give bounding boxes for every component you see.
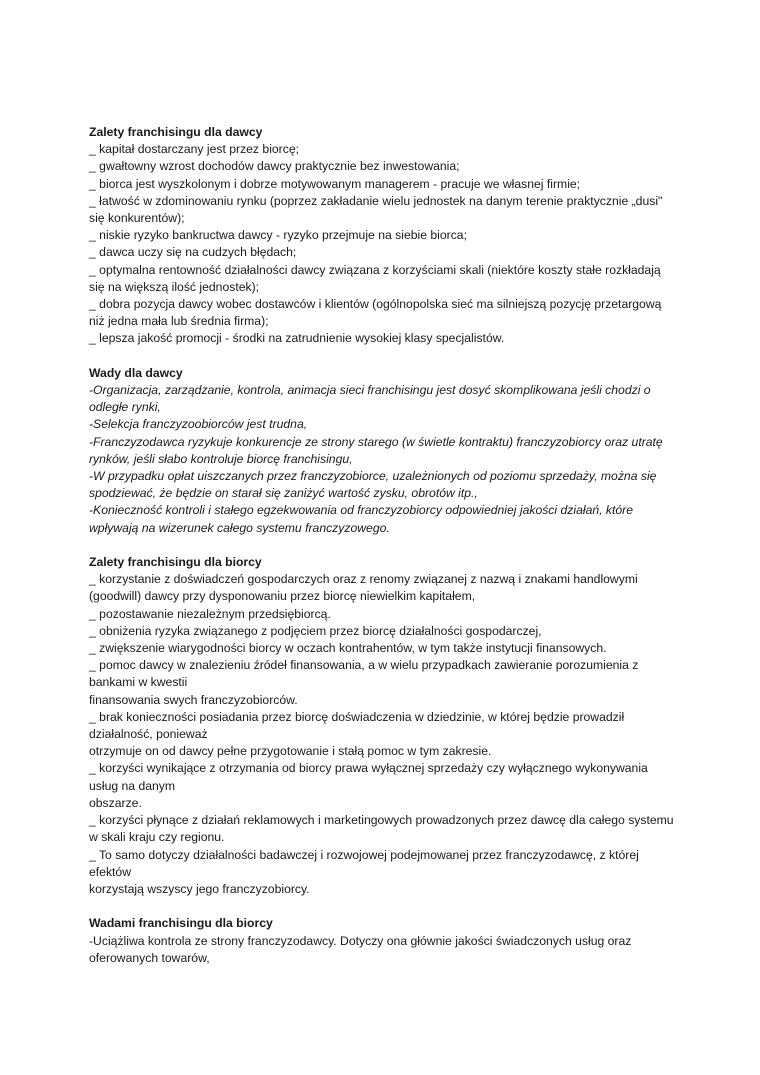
section-heading: Wady dla dawcy — [89, 365, 183, 380]
document-body — [89, 124, 679, 984]
list-item: otrzymuje on od dawcy pełne przygotowanie i stałą pomoc w tym zakresie. — [89, 744, 492, 759]
section-heading: Wadami franchisingu dla biorcy — [89, 916, 273, 931]
list-item: _ gwałtowny wzrost dochodów dawcy praktycznie bez inwestowania; — [89, 159, 460, 174]
list-item: _ pomoc dawcy w znalezieniu źródeł finansowania, a w wielu przypadkach zawieranie porozumienia z bankami w kwestii — [89, 658, 639, 690]
list-item: -Franczyzodawca ryzykuje konkurencje ze strony starego (w świetle kontraktu) franczyzobiorcy oraz utratę rynków, jeśli słabo kontroluje biorcę franchisingu, — [89, 434, 663, 466]
list-item: -Konieczność kontroli i stałego egzekwowania od franczyzobiorcy odpowiedniej jakości działań, które wpływają na wizerunek całego systemu franczyzowego. — [89, 503, 633, 535]
list-item: korzystają wszyscy jego franczyzobiorcy. — [89, 881, 310, 896]
list-item: _ kapitał dostarczany jest przez biorcę; — [89, 142, 299, 157]
list-item: _ zwiększenie wiarygodności biorcy w oczach kontrahentów, w tym także instytucji finansowych. — [89, 641, 607, 656]
list-item: _ korzystanie z doświadczeń gospodarczych oraz z renomy związanej z nazwą i znakami handlowymi (goodwill) dawcy przy dysponowaniu przez biorcę niewielkim kapitałem, — [89, 572, 638, 604]
list-item: _ łatwość w zdominowaniu rynku (poprzez zakładanie wielu jednostek na danym terenie praktycznie „dusi" się konkurentów); — [89, 193, 663, 226]
list-item: obszarze. — [89, 795, 142, 810]
section-franchisee-advantages — [89, 554, 679, 898]
list-item: _ lepsza jakość promocji - środki na zatrudnienie wysokiej klasy specjalistów. — [89, 331, 505, 346]
list-item: -Selekcja franczyzoobiorców jest trudna, — [89, 417, 308, 432]
list-item: _ dobra pozycja dawcy wobec dostawców i klientów (ogólnopolska sieć ma silniejszą pozycję przetargową niż jedna mała lub średnia firma); — [89, 297, 662, 329]
list-item: _ dawca uczy się na cudzych błędach; — [89, 245, 297, 260]
list-item: finansowania swych franczyzobiorców. — [89, 692, 298, 707]
list-item: -W przypadku opłat uiszczanych przez franczyzobiorce, uzależnionych od poziomu sprzedaży, można się spodziewać, że będzie on starał się zaniżyć wartość zysku, obrotów itp., — [89, 469, 657, 501]
list-item: _ korzyści płynące z działań reklamowych i marketingowych prowadzonych przez dawcę dla całego systemu w skali kraju czy regionu. — [89, 813, 674, 845]
section-heading: Zalety franchisingu dla biorcy — [89, 555, 262, 570]
list-item: _ korzyści wynikające z otrzymania od biorcy prawa wyłącznej sprzedaży czy wyłącznego wykonywania usług na danym — [89, 761, 648, 793]
list-item: -Organizacja, zarządzanie, kontrola, animacja sieci franchisingu jest dosyć skomplikowana jeśli chodzi o odległe rynki, — [89, 383, 651, 415]
section-franchisor-disadvantages — [89, 365, 679, 537]
section-franchisor-advantages — [89, 124, 679, 348]
list-item: _ pozostawanie niezależnym przedsiębiorcą. — [89, 606, 331, 621]
list-item: _ To samo dotyczy działalności badawczej i rozwojowej podejmowanej przez franczyzodawcę, z której efektów — [89, 847, 639, 879]
section-franchisee-disadvantages — [89, 915, 679, 967]
section-heading: Zalety franchisingu dla dawcy — [89, 125, 263, 139]
list-item: _ obniżenia ryzyka związanego z podjęciem przez biorcę działalności gospodarczej, — [89, 623, 542, 638]
list-item: _ optymalna rentowność działalności dawcy związana z korzyściami skali (niektóre koszty stałe rozkładają się na większą ilość jednostek); — [89, 262, 661, 294]
list-item: _ brak konieczności posiadania przez biorcę doświadczenia w dziedzinie, w której będzie prowadził działalność, ponieważ — [89, 709, 625, 742]
list-item: -Uciążliwa kontrola ze strony franczyzodawcy. Dotyczy ona głównie jakości świadczonych usług oraz oferowanych towarów, — [89, 933, 632, 965]
list-item: _ biorca jest wyszkolonym i dobrze motywowanym managerem - pracuje we własnej firmie; — [89, 176, 581, 191]
list-item: _ niskie ryzyko bankructwa dawcy - ryzyko przejmuje na siebie biorca; — [89, 228, 467, 243]
